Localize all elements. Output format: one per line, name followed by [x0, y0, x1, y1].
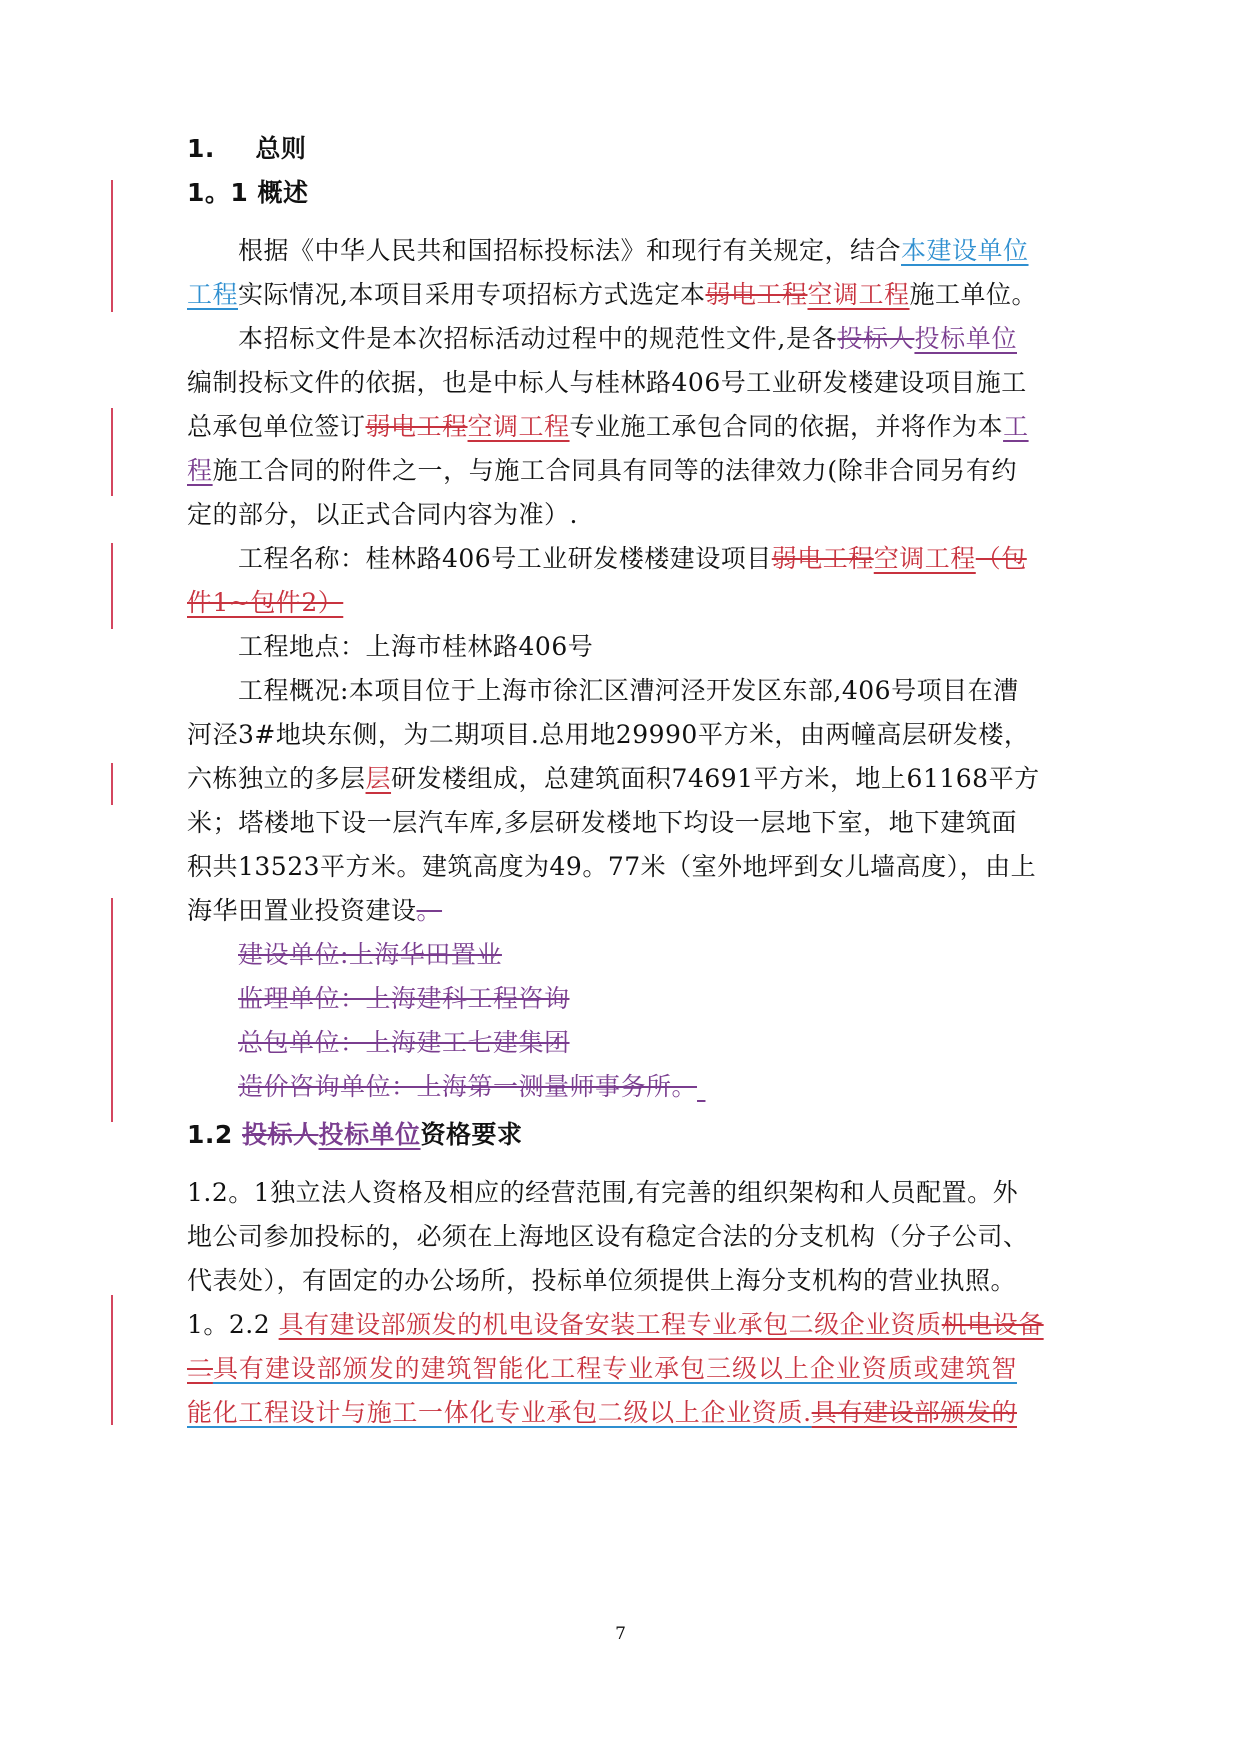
text-run: 研发楼组成，总建筑面积74691平方米，地上61168平方 — [391, 764, 1040, 793]
paragraph-line — [238, 314, 1017, 364]
section-title: 总则 — [255, 134, 307, 163]
paragraph-line: 积共13523平方米。建筑高度为49。77米（室外地坪到女儿墙高度），由上 — [187, 852, 1037, 881]
paragraph-line — [187, 754, 1040, 804]
inserted-text: 空调工程 — [467, 412, 570, 441]
text-run: 根据《中华人民共和国招标投标法》和现行有关规定，结合 — [238, 236, 902, 265]
paragraph-line — [187, 270, 1038, 320]
paragraph-line — [187, 1300, 1044, 1350]
deleted-text: （包 — [975, 544, 1027, 573]
paragraph-line: 1.2。1独立法人资格及相应的经营范围,有完善的组织架构和人员配置。外 — [187, 1178, 1019, 1207]
paragraph-line: 地公司参加投标的，必须在上海地区设有稳定合法的分支机构（分子公司、 — [187, 1222, 1029, 1251]
paragraph-line — [187, 402, 1029, 452]
text-run: 专业施工承包合同的依据，并将作为本 — [569, 412, 1004, 441]
section-heading — [187, 124, 1017, 174]
deleted-text: 投标人 — [242, 1120, 319, 1149]
paragraph-line: 编制投标文件的依据，也是中标人与桂林路406号工业研发楼建设项目施工 — [187, 368, 1027, 397]
paragraph-line — [238, 534, 1027, 584]
inserted-text: 本建设单位 — [901, 236, 1029, 265]
text-run: 六栋独立的多层 — [187, 764, 366, 793]
text-run: 施工合同的附件之一，与施工合同具有同等的法律效力(除非合同另有约 — [212, 456, 1017, 485]
paragraph-line — [187, 886, 1017, 936]
deleted-text: 二 — [187, 1354, 213, 1383]
paragraph-line: 代表处），有固定的办公场所，投标单位须提供上海分支机构的营业执照。 — [187, 1266, 1017, 1295]
paragraph-line — [187, 446, 1017, 496]
paragraph-line: 河泾3#地块东侧，为二期项目.总用地29990平方米，由两幢高层研发楼， — [187, 720, 1030, 749]
deleted-text: 总包单位：上海建工七建集团 — [238, 1028, 570, 1057]
inserted-text: 空调工程 — [873, 544, 976, 573]
paragraph-line: 工程概况:本项目位于上海市徐汇区漕河泾开发区东部,406号项目在漕 — [238, 676, 1019, 705]
inserted-space — [697, 1062, 717, 1112]
text-run: 总承包单位签订 — [187, 412, 366, 441]
deleted-text: 建设单位:上海华田置业 — [238, 940, 502, 969]
text-run: 工程名称：桂林路406号工业研发楼楼建设项目 — [238, 544, 772, 573]
paragraph-line — [187, 578, 1017, 628]
deleted-text: 。 — [416, 896, 443, 925]
paragraph-line — [187, 1344, 1017, 1394]
deleted-text: 弱电工程 — [365, 412, 468, 441]
page-number: 7 — [615, 1624, 626, 1644]
inserted-text: 工程 — [187, 280, 239, 309]
deleted-list-item — [238, 930, 1017, 980]
deleted-text: 监理单位：上海建科工程咨询 — [238, 984, 570, 1013]
change-bar — [111, 180, 113, 312]
text-run: 实际情况,本项目采用专项招标方式选定本 — [238, 280, 706, 309]
inserted-text: 具有建设部颁发的建筑智能化工程专业承包三级以上企业资质或建筑智 — [212, 1354, 1017, 1383]
inserted-text: 具有建设部颁发的机电设备安装工程专业承包二级企业资质 — [278, 1310, 942, 1339]
inserted-text: 投标单位 — [318, 1120, 421, 1149]
inserted-text: 层 — [365, 764, 392, 793]
deleted-text: 投标人 — [837, 324, 915, 353]
change-bar — [111, 408, 113, 496]
paragraph-line — [238, 226, 1029, 276]
text-run: 施工单位。 — [909, 280, 1038, 309]
deleted-list-item — [238, 1018, 1017, 1068]
deleted-text: 机电设备 — [941, 1310, 1044, 1339]
paragraph-line — [187, 1388, 1017, 1438]
deleted-text: 弱电工程 — [771, 544, 874, 573]
inserted-text: 程 — [187, 456, 213, 485]
subsection-heading-overview: 1。1 概述 — [187, 178, 309, 207]
text-run: 本招标文件是本次招标活动过程中的规范性文件,是各 — [238, 324, 838, 353]
paragraph-line: 工程地点：上海市桂林路406号 — [238, 632, 594, 661]
inserted-text: 空调工程 — [807, 280, 910, 309]
deleted-list-item — [238, 974, 1017, 1024]
deleted-text: 具有建设部颁发的 — [811, 1398, 1017, 1427]
text-run: 1.2 — [187, 1120, 242, 1149]
inserted-text: 工 — [1003, 412, 1029, 441]
text-run: 1。2.2 — [187, 1310, 279, 1339]
change-bar — [111, 763, 113, 805]
subsection-heading-qualification — [187, 1110, 1017, 1160]
paragraph-line: 米；塔楼地下设一层汽车库,多层研发楼地下均设一层地下室，地下建筑面 — [187, 808, 1017, 837]
inserted-text: 能化工程设计与施工一体化专业承包二级以上企业资质. — [187, 1398, 812, 1427]
section-number: 1. — [187, 134, 215, 163]
deleted-text: 弱电工程 — [705, 280, 808, 309]
deleted-text: 件1~包件2） — [187, 588, 344, 617]
change-bar — [111, 1295, 113, 1425]
change-bar — [111, 898, 113, 1122]
text-run: 海华田置业投资建设 — [187, 896, 417, 925]
inserted-text: 投标单位 — [914, 324, 1017, 353]
deleted-text: 造价咨询单位：上海第一测量师事务所。 — [238, 1072, 698, 1101]
text-run: 资格要求 — [420, 1120, 523, 1149]
paragraph-line: 定的部分，以正式合同内容为准）. — [187, 500, 578, 529]
deleted-list-item — [238, 1062, 1017, 1112]
change-bar — [111, 543, 113, 629]
